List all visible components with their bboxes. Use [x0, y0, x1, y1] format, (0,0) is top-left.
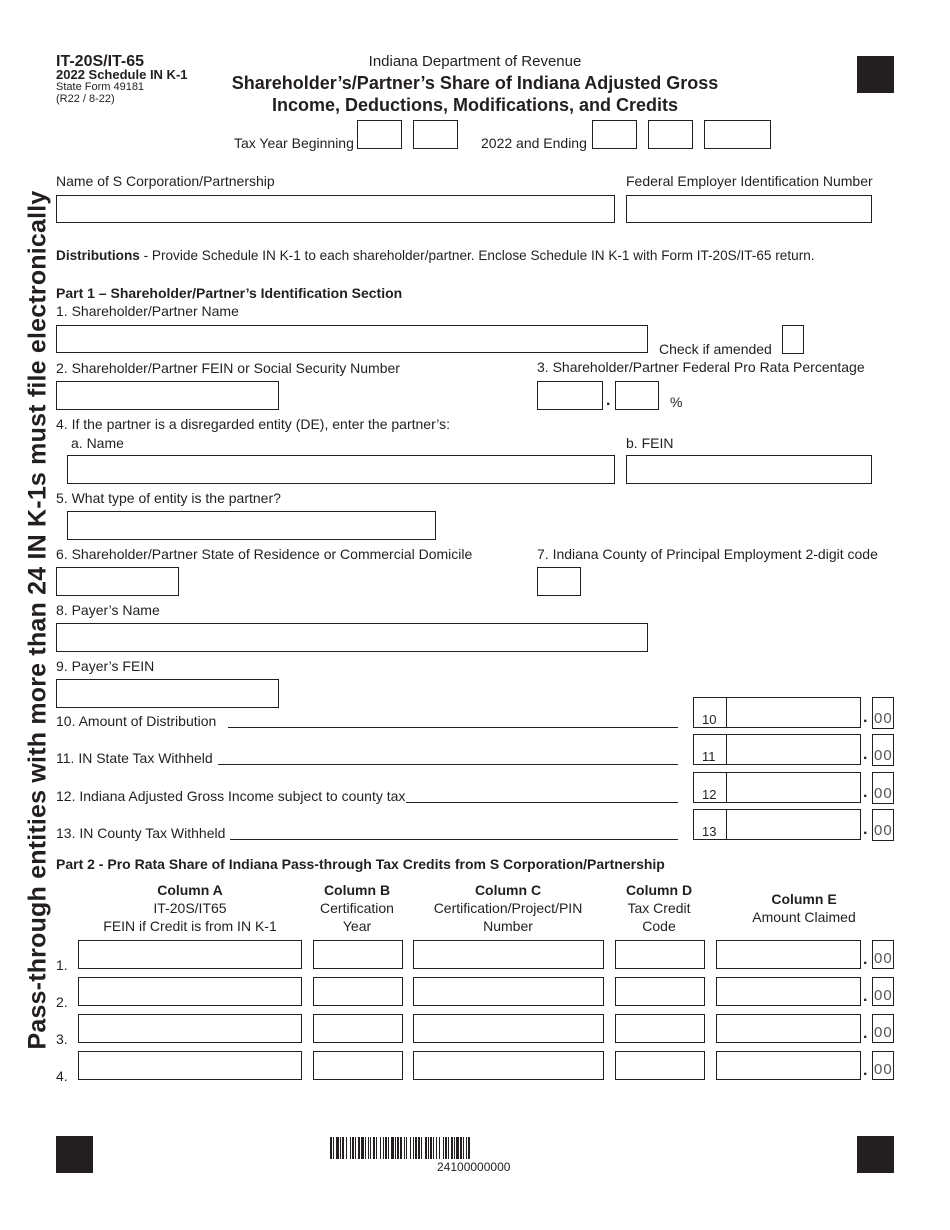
credit-row-number: 2.: [56, 994, 68, 1010]
line9-label: 9. Payer’s FEIN: [56, 658, 155, 674]
credit-row-number: 4.: [56, 1068, 68, 1084]
cents-field[interactable]: [872, 940, 894, 969]
cents-value: 00: [874, 747, 893, 764]
tax-year-ending-label: 2022 and Ending: [481, 135, 587, 151]
amount-divider: [726, 773, 727, 802]
amount-divider: [726, 698, 727, 727]
entity-fein-label: Federal Employer Identification Number: [626, 173, 873, 189]
column-subtitle: IT-20S/IT65: [153, 900, 227, 916]
column-d-code-field[interactable]: [615, 1014, 705, 1043]
credit-row-number: 3.: [56, 1031, 68, 1047]
cents-field[interactable]: [872, 1051, 894, 1080]
amount-line-number: 12: [702, 787, 717, 802]
line2-label: 2. Shareholder/Partner FEIN or Social Security Number: [56, 360, 400, 376]
decimal-point: .: [863, 746, 868, 763]
distributions-heading: Distributions: [56, 248, 140, 263]
line3-label: 3. Shareholder/Partner Federal Pro Rata Percentage: [537, 359, 865, 375]
amended-checkbox[interactable]: [782, 325, 804, 354]
column-d-code-field[interactable]: [615, 977, 705, 1006]
credit-row-number: 1.: [56, 957, 68, 973]
payer-fein-field[interactable]: [56, 679, 279, 708]
leader-line: [406, 802, 678, 803]
distributions-instructions: [56, 248, 815, 264]
line7-label: 7. Indiana County of Principal Employment 2-digit code: [537, 546, 878, 562]
column-subtitle: Amount Claimed: [752, 909, 856, 925]
column-c-pin-field[interactable]: [413, 977, 604, 1006]
amount-field[interactable]: [693, 809, 861, 840]
column-d-code-field[interactable]: [615, 1051, 705, 1080]
column-a-fein-field[interactable]: [78, 977, 302, 1006]
cents-value: 00: [874, 1024, 893, 1041]
column-subtitle: FEIN if Credit is from IN K-1: [103, 918, 277, 934]
decimal-point: .: [863, 784, 868, 801]
decimal-point: .: [863, 821, 868, 838]
column-a-fein-field[interactable]: [78, 1051, 302, 1080]
column-title: Column E: [771, 891, 837, 907]
shareholder-fein-ssn-field[interactable]: [56, 381, 279, 410]
leader-line: [230, 839, 678, 840]
line5-label: 5. What type of entity is the partner?: [56, 490, 281, 506]
decimal-point: .: [863, 988, 868, 1005]
column-b-year-field[interactable]: [313, 1051, 403, 1080]
cents-field[interactable]: [872, 772, 894, 804]
column-c-pin-field[interactable]: [413, 1014, 604, 1043]
column-c-pin-field[interactable]: [413, 940, 604, 969]
column-d-code-field[interactable]: [615, 940, 705, 969]
column-title: Column B: [323, 882, 391, 898]
part2-title: Part 2 - Pro Rata Share of Indiana Pass-through Tax Credits from S Corporation/Partnership: [56, 856, 665, 872]
check-if-amended-label: Check if amended: [659, 341, 772, 357]
pro-rata-decimal-point: .: [606, 392, 611, 409]
registration-mark-bottom-left: [56, 1136, 93, 1173]
decimal-point: .: [863, 1025, 868, 1042]
column-b-year-field[interactable]: [313, 977, 403, 1006]
cents-value: 00: [874, 950, 893, 967]
amount-line-number: 10: [702, 712, 717, 727]
amount-line-label: 13. IN County Tax Withheld: [56, 825, 226, 841]
cents-value: 00: [874, 822, 893, 839]
leader-line: [218, 764, 678, 765]
column-e-amount-field[interactable]: [716, 940, 861, 969]
line4-label: 4. If the partner is a disregarded entity (DE), enter the partner’s:: [56, 416, 451, 432]
decimal-point: .: [863, 709, 868, 726]
amount-line-label: 11. IN State Tax Withheld: [56, 750, 213, 766]
column-e-amount-field[interactable]: [716, 977, 861, 1006]
cents-field[interactable]: [872, 809, 894, 841]
barcode: [330, 1137, 620, 1159]
entity-type-field[interactable]: [67, 511, 436, 540]
column-e-amount-field[interactable]: [716, 1014, 861, 1043]
column-a-fein-field[interactable]: [78, 1014, 302, 1043]
cents-value: 00: [874, 710, 893, 727]
tax-year-end-year-field[interactable]: [704, 120, 771, 149]
line8-label: 8. Payer’s Name: [56, 602, 160, 618]
barcode-number: 24100000000: [437, 1160, 511, 1174]
form-title-line2: Income, Deductions, Modifications, and Credits: [271, 95, 679, 115]
line4b-label: b. FEIN: [626, 435, 674, 451]
state-form-number: State Form 49181: [56, 81, 145, 93]
pro-rata-whole-field[interactable]: [537, 381, 603, 410]
shareholder-name-field[interactable]: [56, 325, 648, 353]
cents-field[interactable]: [872, 1014, 894, 1043]
column-c-pin-field[interactable]: [413, 1051, 604, 1080]
column-subtitle: Certification/Project/PIN: [433, 900, 583, 916]
de-fein-field[interactable]: [626, 455, 872, 484]
column-b-year-field[interactable]: [313, 1014, 403, 1043]
amount-line-number: 11: [702, 749, 716, 764]
county-code-field[interactable]: [537, 567, 581, 596]
column-b-year-field[interactable]: [313, 940, 403, 969]
tax-year-begin-day-field[interactable]: [413, 120, 458, 149]
state-of-residence-field[interactable]: [56, 567, 179, 596]
schedule-name: 2022 Schedule IN K-1: [56, 67, 188, 82]
registration-mark-bottom-right: [857, 1136, 894, 1173]
payer-name-field[interactable]: [56, 623, 648, 652]
tax-year-beginning-label: Tax Year Beginning: [234, 135, 354, 151]
line1-label: 1. Shareholder/Partner Name: [56, 303, 239, 319]
amount-field[interactable]: [693, 734, 861, 765]
leader-line: [228, 727, 678, 728]
column-subtitle: Year: [342, 918, 372, 934]
line4a-label: a. Name: [71, 435, 124, 451]
amount-line-number: 13: [702, 824, 717, 839]
distributions-text: - Provide Schedule IN K-1 to each shareholder/partner. Enclose Schedule IN K-1 with Form IT-20S/IT-65 return.: [139, 248, 815, 263]
amount-divider: [726, 735, 727, 764]
pro-rata-decimal-field[interactable]: [615, 381, 659, 410]
entity-name-label: Name of S Corporation/Partnership: [56, 173, 275, 189]
entity-name-field[interactable]: [56, 195, 615, 223]
electronic-filing-notice-text: Pass-through entities with more than 24 IN K-1s must file electronically: [23, 190, 52, 1050]
department-name: Indiana Department of Revenue: [368, 53, 582, 70]
tax-year-end-day-field[interactable]: [648, 120, 693, 149]
line6-label: 6. Shareholder/Partner State of Residence or Commercial Domicile: [56, 546, 473, 562]
decimal-point: .: [863, 1062, 868, 1079]
form-id: IT-20S/IT-65: [56, 53, 145, 70]
column-subtitle: Certification: [320, 900, 394, 916]
decimal-point: .: [863, 951, 868, 968]
entity-fein-field[interactable]: [626, 195, 872, 223]
cents-field[interactable]: [872, 734, 894, 766]
de-name-field[interactable]: [67, 455, 615, 484]
amount-line-label: 10. Amount of Distribution: [56, 713, 217, 729]
amount-field[interactable]: [693, 772, 861, 803]
cents-field[interactable]: [872, 697, 894, 729]
column-title: Column C: [474, 882, 542, 898]
column-a-fein-field[interactable]: [78, 940, 302, 969]
amount-divider: [726, 810, 727, 839]
column-subtitle: Code: [642, 918, 676, 934]
column-title: Column A: [157, 882, 223, 898]
column-title: Column D: [625, 882, 693, 898]
revision-date: (R22 / 8-22): [56, 93, 115, 105]
amount-field[interactable]: [693, 697, 861, 728]
barcode-gap: [470, 1137, 471, 1159]
cents-value: 00: [874, 785, 893, 802]
tax-year-end-month-field[interactable]: [592, 120, 637, 149]
part1-title: Part 1 – Shareholder/Partner’s Identification Section: [56, 285, 403, 301]
amount-line-label: 12. Indiana Adjusted Gross Income subject to county tax: [56, 788, 406, 804]
tax-year-begin-month-field[interactable]: [357, 120, 402, 149]
cents-field[interactable]: [872, 977, 894, 1006]
column-subtitle: Number: [483, 918, 533, 934]
cents-value: 00: [874, 1061, 893, 1078]
column-e-amount-field[interactable]: [716, 1051, 861, 1080]
column-subtitle: Tax Credit: [627, 900, 691, 916]
percent-sign: %: [670, 394, 683, 410]
registration-mark-top-right: [857, 56, 894, 93]
form-title-line1: Shareholder’s/Partner’s Share of Indiana Adjusted Gross: [231, 73, 719, 93]
cents-value: 00: [874, 987, 893, 1004]
